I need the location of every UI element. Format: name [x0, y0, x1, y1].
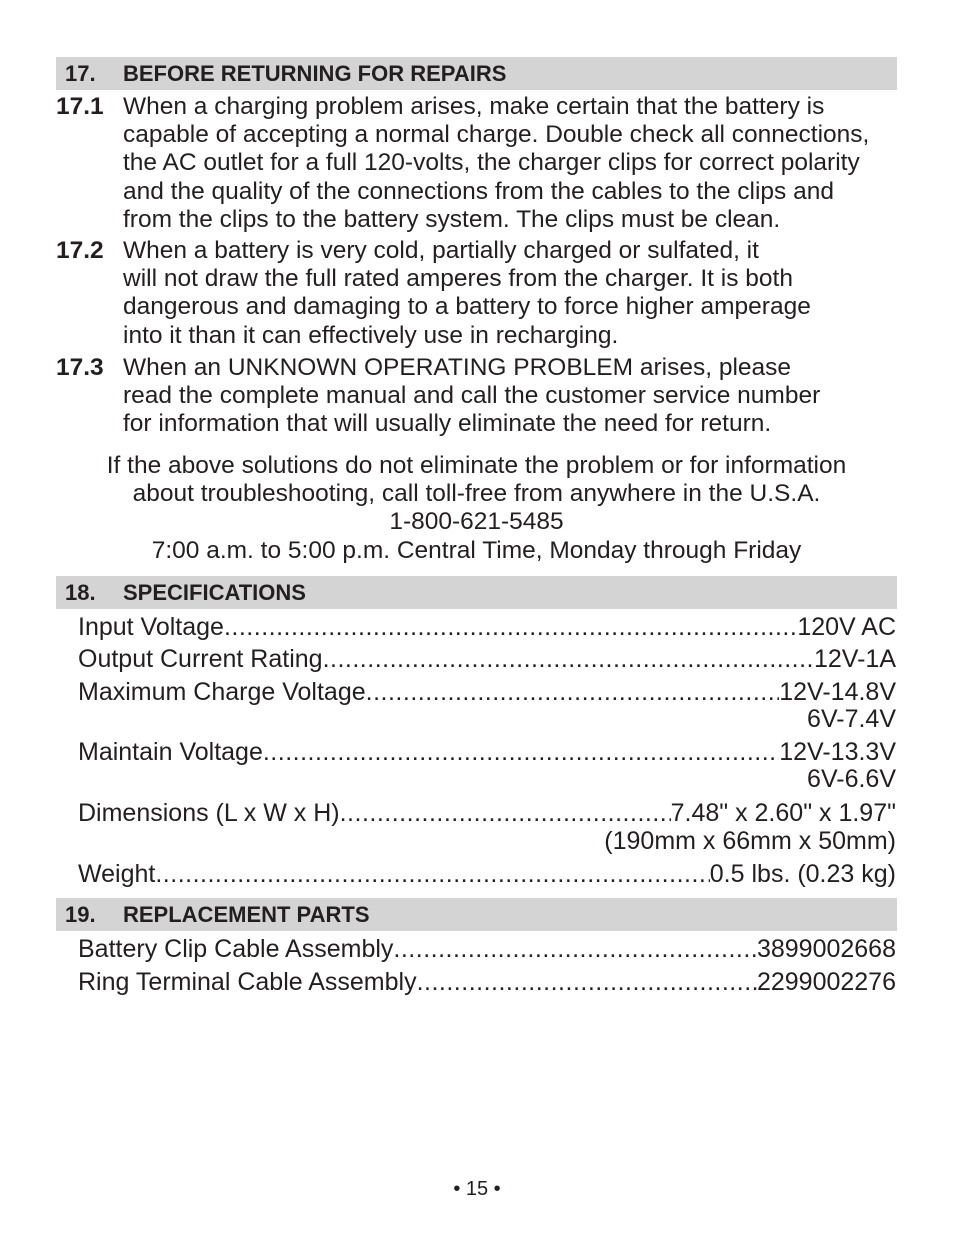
section-number: 18.: [65, 580, 96, 605]
spec-value: 7.48" x 2.60" x 1.97": [670, 799, 896, 827]
part-row-ring-terminal: [78, 967, 896, 997]
leader-dots: [417, 967, 757, 997]
section-title: REPLACEMENT PARTS: [123, 902, 370, 927]
phone-number: 1-800-621-5485: [389, 508, 564, 536]
spec-value: 0.5 lbs. (0.23 kg): [709, 860, 896, 888]
spec-label: Dimensions (L x W x H): [78, 799, 340, 827]
part-label: Battery Clip Cable Assembly: [78, 935, 394, 963]
spec-row-weight: [78, 859, 896, 889]
text-line: and the quality of the connections from the cables to the clips and: [123, 177, 834, 205]
spec-row-output-current: [78, 644, 896, 674]
part-number: 2299002276: [756, 968, 896, 996]
section-number: 17.: [65, 61, 96, 86]
spec-row-input-voltage: [78, 612, 896, 642]
text-line: the AC outlet for a full 120-volts, the charger clips for correct polarity: [123, 149, 860, 177]
item-17-3: [56, 354, 916, 439]
section-17-header: [56, 57, 897, 90]
item-number: 17.2: [56, 237, 104, 264]
section-number: 19.: [65, 902, 96, 927]
spec-row-max-charge-voltage: [78, 677, 896, 707]
spec-value: 120V AC: [797, 613, 896, 641]
text-line: from the clips to the battery system. The clips must be clean.: [123, 205, 781, 233]
service-hours: 7:00 a.m. to 5:00 p.m. Central Time, Monday through Friday: [151, 536, 802, 564]
spec-label: Maximum Charge Voltage: [78, 678, 366, 706]
section-18-header: [56, 576, 897, 609]
spec-label: Weight: [78, 860, 156, 888]
item-number: 17.1: [56, 93, 104, 120]
text-line: When a battery is very cold, partially charged or sulfated, it: [123, 237, 759, 264]
text-line: into it than it can effectively use in recharging.: [123, 321, 619, 349]
part-row-battery-clip: [78, 934, 896, 964]
item-17-1: [56, 93, 916, 234]
item-17-2: [56, 237, 916, 350]
text-line: capable of accepting a normal charge. Double check all connections,: [123, 121, 870, 149]
leader-dots: [224, 612, 797, 642]
spec-label: Maintain Voltage: [78, 738, 263, 766]
contact-line: If the above solutions do not eliminate the problem or for information: [106, 452, 847, 479]
section-19-header: [56, 898, 897, 931]
text-line: will not draw the full rated amperes from the charger. It is both: [123, 265, 793, 293]
leader-dots: [263, 737, 779, 767]
item-number: 17.3: [56, 354, 104, 381]
section-title: SPECIFICATIONS: [123, 580, 306, 605]
leader-dots: [323, 644, 814, 674]
item-text: [123, 93, 903, 234]
text-line: When an UNKNOWN OPERATING PROBLEM arises, please: [123, 354, 792, 381]
item-text: [123, 354, 903, 439]
spec-value-secondary: (190mm x 66mm x 50mm): [604, 827, 896, 855]
leader-dots: [393, 934, 757, 964]
leader-dots: [340, 798, 671, 828]
leader-dots: [366, 677, 780, 707]
item-text: [123, 237, 903, 350]
text-line: When a charging problem arises, make certain that the battery is: [123, 93, 825, 120]
spec-value-secondary: 6V-7.4V: [807, 705, 896, 733]
spec-value-secondary: 6V-6.6V: [807, 765, 896, 793]
leader-dots: [155, 859, 709, 889]
text-line: read the complete manual and call the customer service number: [123, 382, 821, 410]
spec-value: 12V-13.3V: [779, 738, 896, 766]
page-number: • 15 •: [453, 1178, 501, 1200]
spec-label: Output Current Rating: [78, 645, 323, 673]
spec-row-maintain-voltage: [78, 737, 896, 767]
contact-line: about troubleshooting, call toll-free from anywhere in the U.S.A.: [132, 480, 821, 508]
spec-label: Input Voltage: [78, 613, 224, 641]
spec-row-dimensions: [78, 798, 896, 828]
part-number: 3899002668: [756, 935, 896, 963]
contact-info: [56, 452, 897, 565]
part-label: Ring Terminal Cable Assembly: [78, 968, 417, 996]
text-line: for information that will usually eliminate the need for return.: [123, 410, 772, 438]
spec-value: 12V-14.8V: [779, 678, 896, 706]
section-title: BEFORE RETURNING FOR REPAIRS: [123, 61, 507, 86]
text-line: dangerous and damaging to a battery to force higher amperage: [123, 293, 811, 321]
spec-value: 12V-1A: [813, 645, 896, 673]
